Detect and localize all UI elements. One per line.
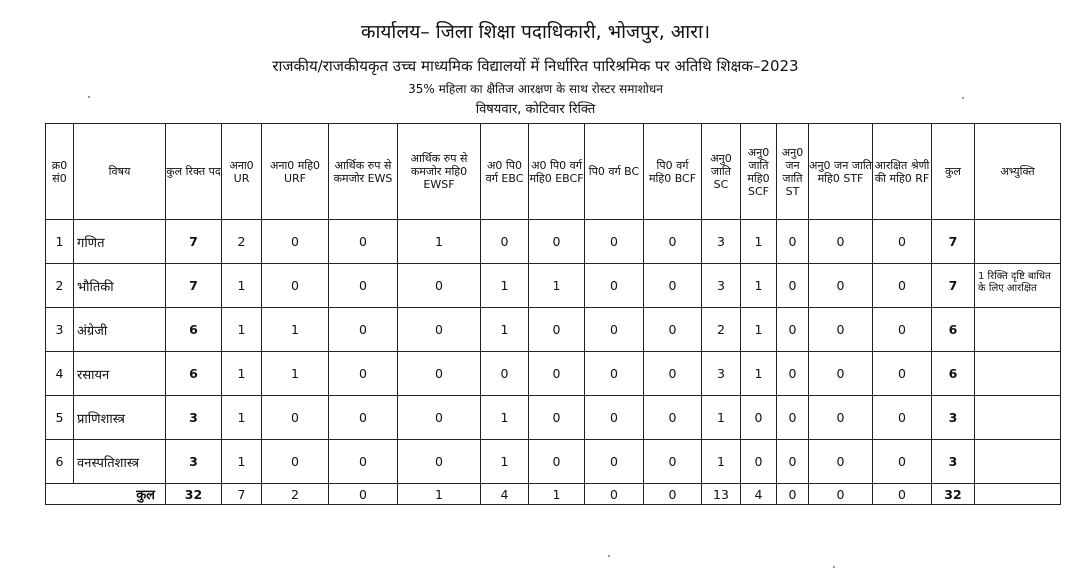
cell-total: 6	[166, 352, 222, 396]
cell-ur: 1	[222, 308, 262, 352]
cell-sum: 7	[932, 220, 975, 264]
total-urf: 2	[262, 484, 329, 505]
cell-total: 3	[166, 396, 222, 440]
cell-scf: 1	[741, 308, 777, 352]
cell-sum: 3	[932, 396, 975, 440]
cell-remark	[975, 308, 1061, 352]
cell-st: 0	[777, 352, 809, 396]
cell-scf: 1	[741, 264, 777, 308]
cell-sum: 7	[932, 264, 975, 308]
column-header-scf: अनु0 जाति महि0 SCF	[741, 124, 777, 220]
column-header-ews: आर्थिक रुप से कमजोर EWS	[329, 124, 398, 220]
totals-row	[46, 484, 1061, 505]
cell-ewsf: 0	[398, 396, 481, 440]
cell-ebcf: 1	[529, 264, 585, 308]
cell-sc: 2	[702, 308, 741, 352]
vacancy-table	[45, 123, 1061, 505]
column-header-stf: अनु0 जन जाति महि0 STF	[809, 124, 873, 220]
cell-ur: 2	[222, 220, 262, 264]
cell-bc: 0	[585, 220, 644, 264]
cell-ewsf: 0	[398, 264, 481, 308]
cell-ebc: 0	[481, 220, 529, 264]
cell-bcf: 0	[644, 308, 702, 352]
total-rf: 0	[873, 484, 932, 505]
cell-st: 0	[777, 440, 809, 484]
table-row	[46, 220, 1061, 264]
cell-rf: 0	[873, 308, 932, 352]
total-ebcf: 1	[529, 484, 585, 505]
cell-ebcf: 0	[529, 220, 585, 264]
cell-ewsf: 0	[398, 440, 481, 484]
cell-stf: 0	[809, 352, 873, 396]
table-header-row	[46, 124, 1061, 220]
total-sc: 13	[702, 484, 741, 505]
cell-bcf: 0	[644, 264, 702, 308]
scan-speck	[608, 555, 610, 557]
cell-ur: 1	[222, 440, 262, 484]
scan-speck	[962, 97, 964, 99]
cell-st: 0	[777, 396, 809, 440]
column-header-ebc: अ0 पि0 वर्ग EBC	[481, 124, 529, 220]
cell-ews: 0	[329, 264, 398, 308]
cell-urf: 0	[262, 264, 329, 308]
cell-sc: 1	[702, 396, 741, 440]
cell-ews: 0	[329, 440, 398, 484]
cell-bc: 0	[585, 440, 644, 484]
cell-ews: 0	[329, 396, 398, 440]
cell-sn: 5	[46, 396, 74, 440]
cell-remark: 1 रिक्ति दृष्टि बाधित के लिए आरक्षित	[975, 264, 1061, 308]
cell-scf: 0	[741, 396, 777, 440]
cell-bcf: 0	[644, 220, 702, 264]
cell-stf: 0	[809, 396, 873, 440]
table-row	[46, 352, 1061, 396]
cell-sn: 1	[46, 220, 74, 264]
total-bcf: 0	[644, 484, 702, 505]
cell-rf: 0	[873, 264, 932, 308]
column-header-bc: पि0 वर्ग BC	[585, 124, 644, 220]
cell-ebc: 1	[481, 396, 529, 440]
cell-remark	[975, 352, 1061, 396]
total-ur: 7	[222, 484, 262, 505]
cell-ebcf: 0	[529, 440, 585, 484]
table-row	[46, 308, 1061, 352]
cell-bc: 0	[585, 308, 644, 352]
column-header-st: अनु0 जन जाति ST	[777, 124, 809, 220]
cell-ebc: 0	[481, 352, 529, 396]
column-header-urf: अना0 महि0 URF	[262, 124, 329, 220]
cell-bc: 0	[585, 396, 644, 440]
cell-remark	[975, 220, 1061, 264]
cell-ewsf: 0	[398, 308, 481, 352]
cell-urf: 0	[262, 440, 329, 484]
totals-label: कुल	[46, 484, 166, 505]
cell-ewsf: 0	[398, 352, 481, 396]
cell-bcf: 0	[644, 396, 702, 440]
office-title: कार्यालय– जिला शिक्षा पदाधिकारी, भोजपुर, आरा।	[360, 21, 711, 43]
cell-st: 0	[777, 220, 809, 264]
cell-total: 6	[166, 308, 222, 352]
table-row	[46, 440, 1061, 484]
total-ewsf: 1	[398, 484, 481, 505]
column-header-sc: अनु0 जाति SC	[702, 124, 741, 220]
document-subtitle: राजकीय/राजकीयकृत उच्च माध्यमिक विद्यालयों में निर्धारित पारिश्रमिक पर अतिथि शिक्षक–2023	[272, 57, 799, 75]
total-bc: 0	[585, 484, 644, 505]
cell-urf: 1	[262, 308, 329, 352]
cell-ebc: 1	[481, 264, 529, 308]
cell-ews: 0	[329, 352, 398, 396]
cell-rf: 0	[873, 352, 932, 396]
cell-bc: 0	[585, 352, 644, 396]
cell-sn: 6	[46, 440, 74, 484]
column-header-ur: अना0 UR	[222, 124, 262, 220]
table-row	[46, 264, 1061, 308]
cell-sc: 3	[702, 352, 741, 396]
subject-wise-heading: विषयवार, कोटिवार रिक्ति	[475, 102, 596, 117]
total-stf: 0	[809, 484, 873, 505]
cell-subject: भौतिकी	[74, 264, 166, 308]
cell-sc: 3	[702, 220, 741, 264]
cell-stf: 0	[809, 440, 873, 484]
cell-total: 3	[166, 440, 222, 484]
column-header-ewsf: आर्थिक रुप से कमजोर महि0 EWSF	[398, 124, 481, 220]
cell-sn: 3	[46, 308, 74, 352]
cell-urf: 1	[262, 352, 329, 396]
column-header-sum: कुल	[932, 124, 975, 220]
cell-sc: 1	[702, 440, 741, 484]
cell-ur: 1	[222, 396, 262, 440]
cell-sum: 3	[932, 440, 975, 484]
scan-speck	[88, 96, 90, 98]
total-ews: 0	[329, 484, 398, 505]
cell-scf: 0	[741, 440, 777, 484]
cell-bc: 0	[585, 264, 644, 308]
cell-ur: 1	[222, 352, 262, 396]
cell-ebc: 1	[481, 440, 529, 484]
column-header-subject: विषय	[74, 124, 166, 220]
cell-sn: 4	[46, 352, 74, 396]
cell-ebcf: 0	[529, 308, 585, 352]
column-header-total: कुल रिक्त पद	[166, 124, 222, 220]
cell-remark	[975, 440, 1061, 484]
column-header-sn: क्र0 सं0	[46, 124, 74, 220]
table-row	[46, 396, 1061, 440]
scan-speck	[833, 566, 835, 568]
cell-sum: 6	[932, 308, 975, 352]
column-header-bcf: पि0 वर्ग महि0 BCF	[644, 124, 702, 220]
total-st: 0	[777, 484, 809, 505]
cell-subject: वनस्पतिशास्त्र	[74, 440, 166, 484]
cell-ews: 0	[329, 220, 398, 264]
cell-urf: 0	[262, 220, 329, 264]
cell-ur: 1	[222, 264, 262, 308]
total-ebc: 4	[481, 484, 529, 505]
cell-ewsf: 1	[398, 220, 481, 264]
column-header-ebcf: अ0 पि0 वर्ग महि0 EBCF	[529, 124, 585, 220]
cell-bcf: 0	[644, 352, 702, 396]
cell-bcf: 0	[644, 440, 702, 484]
column-header-rf: आरक्षित श्रेणी की महि0 RF	[873, 124, 932, 220]
cell-rf: 0	[873, 396, 932, 440]
cell-rf: 0	[873, 440, 932, 484]
cell-st: 0	[777, 264, 809, 308]
cell-ews: 0	[329, 308, 398, 352]
cell-total: 7	[166, 220, 222, 264]
cell-stf: 0	[809, 308, 873, 352]
cell-urf: 0	[262, 396, 329, 440]
cell-sc: 3	[702, 264, 741, 308]
total-sum: 32	[932, 484, 975, 505]
total-total: 32	[166, 484, 222, 505]
reservation-note: 35% महिला का क्षैतिज आरक्षण के साथ रोस्टर समाशोधन	[408, 82, 663, 96]
cell-rf: 0	[873, 220, 932, 264]
cell-stf: 0	[809, 220, 873, 264]
cell-total: 7	[166, 264, 222, 308]
column-header-remark: अभ्युक्ति	[975, 124, 1061, 220]
cell-sn: 2	[46, 264, 74, 308]
cell-ebcf: 0	[529, 396, 585, 440]
cell-st: 0	[777, 308, 809, 352]
cell-ebc: 1	[481, 308, 529, 352]
cell-sum: 6	[932, 352, 975, 396]
cell-ebcf: 0	[529, 352, 585, 396]
cell-scf: 1	[741, 352, 777, 396]
total-remark	[975, 484, 1061, 505]
cell-subject: गणित	[74, 220, 166, 264]
cell-remark	[975, 396, 1061, 440]
cell-subject: अंग्रेजी	[74, 308, 166, 352]
cell-stf: 0	[809, 264, 873, 308]
cell-subject: प्राणिशास्त्र	[74, 396, 166, 440]
cell-scf: 1	[741, 220, 777, 264]
total-scf: 4	[741, 484, 777, 505]
cell-subject: रसायन	[74, 352, 166, 396]
